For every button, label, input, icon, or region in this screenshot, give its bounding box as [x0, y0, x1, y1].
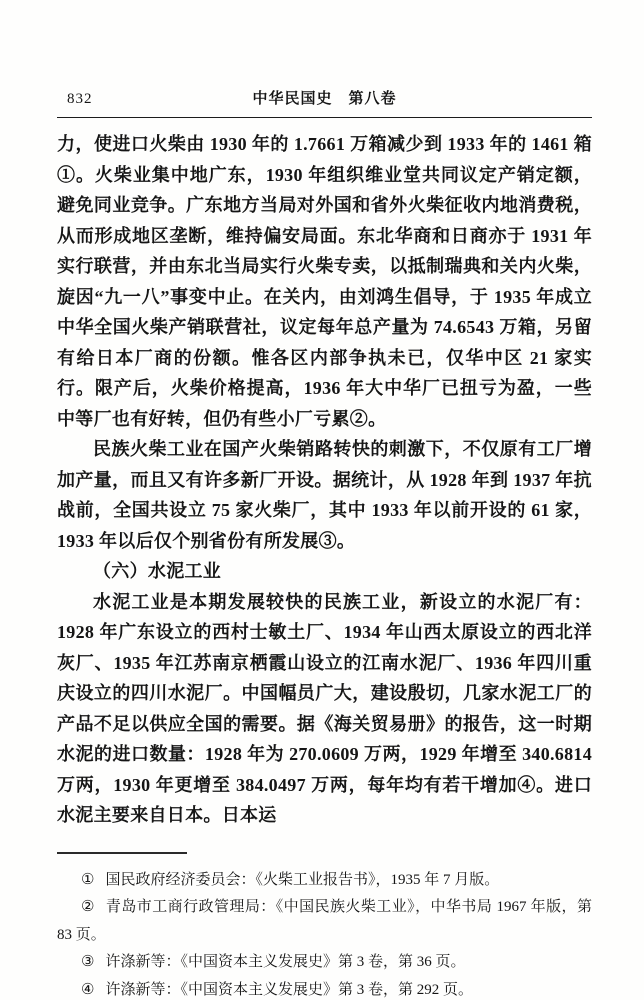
footnote-item: [57, 894, 592, 949]
page-number: 832: [67, 91, 93, 107]
footnote-item: [57, 977, 592, 1000]
paragraph-match-industry: 力，使进口火柴由 1930 年的 1.7661 万箱减少到 1933 年的 1461 箱①。火柴业集中地广东，1930 年组织维业堂共同议定产销定额，避免同业竞争。广东地方当局对外国和省外火柴征收内地消费税，从而形成地区垄断，维持偏安局面。东北华商和日商亦于 1931 年实行联营，并由东北当局实行火柴专卖，以抵制瑞典和关内火柴，旋因“九一八”事变中止。在关内，由刘鸿生倡导，于 1935 年成立中华全国火柴产销联营社，议定每年总产量为 74.6543 万箱，另留有给日本厂商的份额。惟各区内部争执未已，仅华中区 21 家实行。限产后，火柴价格提高，1936 年大中华厂已扭亏为盈，一些中等厂也有好转，但仍有些小厂亏累②。: [57, 134, 592, 429]
section-heading-cement-industry: （六）水泥工业: [93, 561, 222, 581]
footnote-marker: ②: [81, 899, 95, 915]
footnote-text: 许涤新等：《中国资本主义发展史》第 3 卷，第 36 页。: [105, 954, 466, 970]
page-body: [57, 129, 592, 831]
paragraph-cement-industry: 水泥工业是本期发展较快的民族工业，新设立的水泥厂有：1928 年广东设立的西村士敏土厂、1934 年山西太原设立的西北洋灰厂、1935 年江苏南京栖霞山设立的江南水泥厂、1936 年四川重庆设立的四川水泥厂。中国幅员广大，建设殷切，几家水泥工厂的产品不足以供应全国的需要。据《海关贸易册》的报告，这一时期水泥的进口数量：1928 年为 270.0609 万两，1929 年增至 340.6814 万两，1930 年更增至 384.0497 万两，每年均有若干增加④。进口水泥主要来自日本。日本运: [57, 591, 592, 825]
footnote-separator-rule: [57, 852, 187, 854]
footnote-text: 许涤新等：《中国资本主义发展史》第 3 卷，第 292 页。: [105, 981, 473, 998]
footnote-item: [57, 867, 592, 895]
footnote-marker: ①: [81, 871, 95, 888]
paragraph-national-match-industry: 民族火柴工业在国产火柴销路转快的刺激下，不仅原有工厂增加产量，而且又有许多新厂开设。据统计，从 1928 年到 1937 年抗战前，全国共设立 75 家火柴厂，其中 1933 年以前开设的 61 家，1933 年以后仅个别省份有所发展③。: [57, 439, 592, 551]
footnote-item: [57, 949, 592, 977]
footnote-text: 青岛市工商行政管理局：《中国民族火柴工业》，中华书局 1967 年版，第 83 页。: [57, 899, 592, 943]
footnote-marker: ④: [81, 981, 95, 998]
page-header: [57, 88, 592, 110]
footnote-text: 国民政府经济委员会：《火柴工业报告书》，1935 年 7 月版。: [105, 871, 500, 888]
running-title: 中华民国史 第八卷: [252, 91, 397, 107]
header-rule: [57, 117, 592, 118]
footnote-marker: ③: [81, 954, 95, 970]
footnotes-section: [57, 852, 592, 1000]
